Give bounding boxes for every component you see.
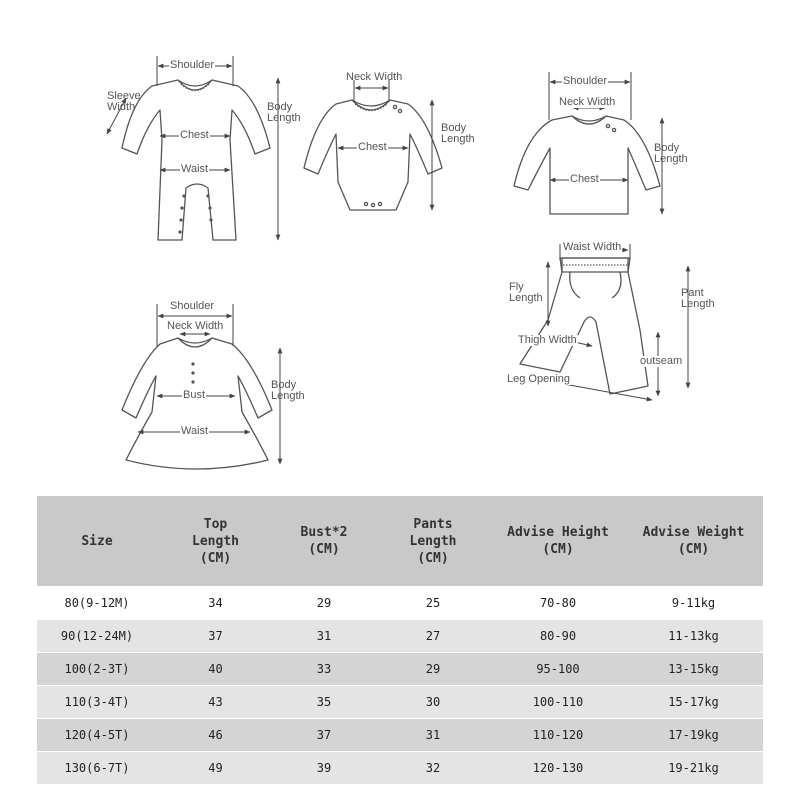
dress-shoulder-label: Shoulder (170, 300, 215, 312)
header-top-length: Top Length (CM) (157, 496, 274, 587)
cell-advise-height: 80-90 (492, 620, 624, 653)
size-chart-table (37, 496, 763, 784)
cell-pants-length: 31 (374, 719, 492, 752)
cell-top-length: 40 (157, 653, 274, 686)
cell-advise-weight: 13-15kg (624, 653, 763, 686)
cell-size: 100(2-3T) (37, 653, 157, 686)
cell-advise-height: 95-100 (492, 653, 624, 686)
cell-advise-height: 100-110 (492, 686, 624, 719)
pants-fly-length-label: Fly Length (509, 281, 543, 304)
cell-advise-weight: 15-17kg (624, 686, 763, 719)
header-size: Size (37, 496, 157, 587)
cell-size: 130(6-7T) (37, 752, 157, 785)
romper-chest-label: Chest (180, 129, 209, 141)
cell-advise-height: 120-130 (492, 752, 624, 785)
cell-advise-height: 70-80 (492, 587, 624, 620)
cell-top-length: 46 (157, 719, 274, 752)
header-bust: Bust*2 (CM) (274, 496, 374, 587)
romper-sleeve-width-label: Sleeve Width (107, 90, 141, 113)
bodysuit-body-length-label: Body Length (441, 122, 475, 145)
bodysuit-neck-width-label: Neck Width (346, 71, 403, 83)
cell-pants-length: 30 (374, 686, 492, 719)
top-shoulder-label: Shoulder (563, 75, 608, 87)
header-pants-length: Pants Length (CM) (374, 496, 492, 587)
cell-size: 80(9-12M) (37, 587, 157, 620)
pants-outseam-label: outseam (640, 355, 683, 367)
table-row (37, 653, 763, 686)
cell-bust: 29 (274, 587, 374, 620)
cell-pants-length: 27 (374, 620, 492, 653)
table-row (37, 752, 763, 785)
cell-top-length: 43 (157, 686, 274, 719)
pants-pant-length-label: Pant Length (681, 287, 715, 310)
cell-top-length: 37 (157, 620, 274, 653)
dress-waist-label: Waist (181, 425, 209, 437)
romper-body-length-label: Body Length (267, 101, 301, 124)
pants-waist-width-label: Waist Width (563, 241, 622, 253)
dress-bust-label: Bust (183, 389, 206, 401)
cell-size: 90(12-24M) (37, 620, 157, 653)
dress-outline (122, 338, 272, 469)
pants-leg-opening-label: Leg Opening (507, 373, 570, 385)
measurement-lines (107, 56, 688, 464)
cell-advise-weight: 17-19kg (624, 719, 763, 752)
top-chest-label: Chest (570, 173, 599, 185)
cell-pants-length: 32 (374, 752, 492, 785)
dress-neck-width-label: Neck Width (167, 320, 224, 332)
cell-advise-weight: 9-11kg (624, 587, 763, 620)
cell-bust: 39 (274, 752, 374, 785)
top-outline (514, 116, 660, 214)
table-row (37, 587, 763, 620)
cell-advise-height: 110-120 (492, 719, 624, 752)
cell-size: 120(4-5T) (37, 719, 157, 752)
romper-outline (122, 80, 270, 240)
cell-pants-length: 29 (374, 653, 492, 686)
cell-pants-length: 25 (374, 587, 492, 620)
table-row (37, 719, 763, 752)
cell-top-length: 49 (157, 752, 274, 785)
cell-advise-weight: 19-21kg (624, 752, 763, 785)
table-header-row (37, 496, 763, 587)
top-body-length-label: Body Length (654, 142, 688, 165)
cell-bust: 33 (274, 653, 374, 686)
bodysuit-chest-label: Chest (358, 141, 387, 153)
cell-bust: 35 (274, 686, 374, 719)
cell-size: 110(3-4T) (37, 686, 157, 719)
dress-body-length-label: Body Length (271, 379, 305, 402)
cell-top-length: 34 (157, 587, 274, 620)
table-row (37, 686, 763, 719)
romper-waist-label: Waist (181, 163, 209, 175)
romper-shoulder-label: Shoulder (170, 59, 215, 71)
header-advise-weight: Advise Weight (CM) (624, 496, 763, 587)
table-row (37, 620, 763, 653)
cell-bust: 31 (274, 620, 374, 653)
cell-advise-weight: 11-13kg (624, 620, 763, 653)
pants-thigh-width-label: Thigh Width (518, 334, 577, 346)
bodysuit-outline (304, 100, 442, 210)
header-advise-height: Advise Height (CM) (492, 496, 624, 587)
cell-bust: 37 (274, 719, 374, 752)
top-neck-width-label: Neck Width (559, 96, 616, 108)
